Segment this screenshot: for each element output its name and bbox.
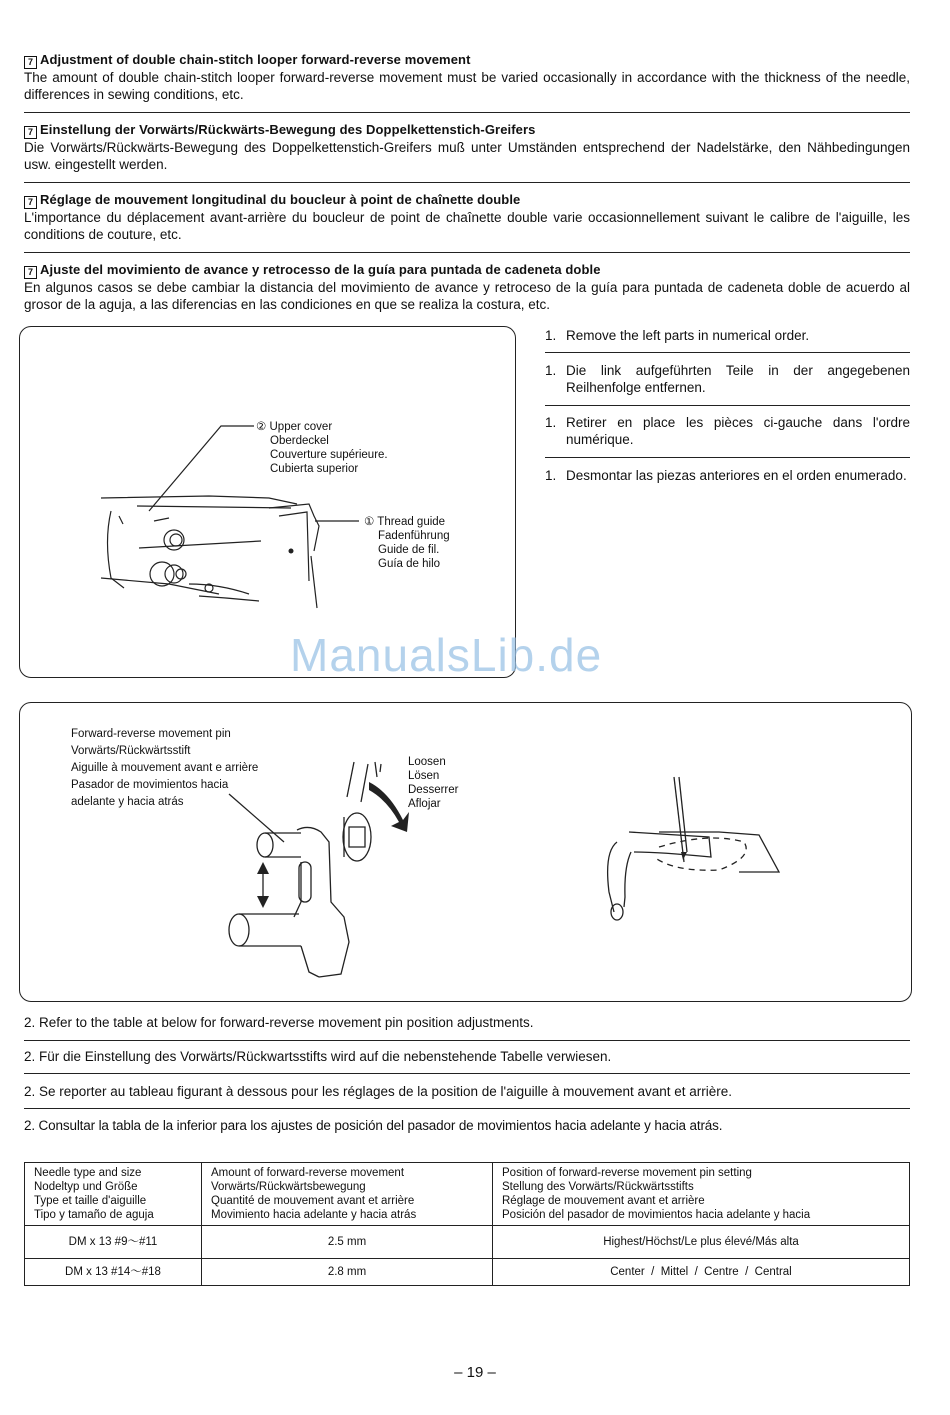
divider xyxy=(545,457,910,458)
section-en xyxy=(24,52,910,103)
divider xyxy=(24,1108,910,1109)
section-de xyxy=(24,122,910,173)
header-needle: Needle type and size Nodeltyp und Größe Type et taille d'aiguille Tipo y tamaño de aguja xyxy=(25,1163,202,1226)
table-row: DM x 13 #14～#18 2.8 mm Center / Mittel / Centre / Central xyxy=(25,1259,910,1286)
section-body: L'importance du déplacement avant-arrière du boucleur de point de chaînette double varie occasionnellement suivant le calibre de l'aiguille, les conditions de couture, etc. xyxy=(24,210,910,242)
step1-es: 1. Desmontar las piezas anteriores en el orden enumerado. xyxy=(545,468,907,483)
section-body: En algunos casos se debe cambiar la distancia del movimiento de avance y retroceso de la guía para puntada de cadeneta doble de acuerdo al grosor de la aguja, a las diferencias en las condiciones en que se realiza la costura, etc. xyxy=(24,280,910,312)
thread-guide-label: ① Thread guide Fadenführung Guide de fil. Guía de hilo xyxy=(364,516,450,570)
section-title: Adjustment of double chain-stitch looper forward-reverse movement xyxy=(40,52,471,67)
section-number-box: 7 xyxy=(24,266,37,279)
step1-de: 1. Die link aufgeführten Teile in der angegebenen Reilhenfolge entfernen. xyxy=(545,363,910,395)
section-body: Die Vorwärts/Rückwärts-Bewegung des Doppelkettenstich-Greifers muß unter Umständen entsprechend der Nadelstärke, den Nähbedingungen usw. eingestellt werden. xyxy=(24,140,910,172)
section-number-box: 7 xyxy=(24,196,37,209)
section-es xyxy=(24,262,910,313)
header-position: Position of forward-reverse movement pin setting Stellung des Vorwärts/Rückwärtsstifts Réglage de mouvement avant et arrière Posición del pasador de movimientos hacia adelante y hacia xyxy=(493,1163,910,1226)
section-title: Einstellung der Vorwärts/Rückwärts-Bewegung des Doppelkettenstich-Greifers xyxy=(40,122,536,137)
watermark: ManualsLib.de xyxy=(290,629,603,681)
divider xyxy=(24,1073,910,1074)
table-row: DM x 13 #9～#11 2.5 mm Highest/Höchst/Le plus élevé/Más alta xyxy=(25,1226,910,1259)
header-amount: Amount of forward-reverse movement Vorwärts/Rückwärtsbewegung Quantité de mouvement avant et arrière Movimiento hacia adelante y hacia atrás xyxy=(202,1163,493,1226)
loosen-label: Loosen Lösen Desserrer Aflojar xyxy=(408,756,459,810)
settings-table xyxy=(24,1162,910,1286)
divider xyxy=(24,182,910,183)
section-title: Réglage de mouvement longitudinal du boucleur à point de chaînette double xyxy=(40,192,521,207)
step2-en: 2. Refer to the table at below for forward-reverse movement pin position adjustments. xyxy=(24,1015,534,1030)
step2-de: 2. Für die Einstellung des Vorwärts/Rückwartsstifts wird auf die nebenstehende Tabelle verwiesen. xyxy=(24,1049,612,1064)
page-number: – 19 – xyxy=(454,1364,496,1381)
step1-en: 1. Remove the left parts in numerical order. xyxy=(545,328,810,343)
step2-fr: 2. Se reporter au tableau figurant à dessous pour les réglages de la position de l'aiguille à mouvement avant et arrière. xyxy=(24,1084,733,1099)
step1-fr: 1. Retirer en place les pièces ci-gauche dans l'ordre numérique. xyxy=(545,415,910,447)
section-title: Ajuste del movimiento de avance y retrocesso de la guía para puntada de cadeneta doble xyxy=(40,262,601,277)
divider xyxy=(545,352,910,353)
divider xyxy=(24,252,910,253)
section-body: The amount of double chain-stitch looper forward-reverse movement must be varied occasionally in accordance with the thickness of the needle, differences in sewing conditions, etc. xyxy=(24,70,910,102)
section-fr xyxy=(24,192,910,243)
pin-label: Forward-reverse movement pin Vorwärts/Rückwärtsstift Aiguille à mouvement avant e arrière Pasador de movimientos hacia adelante y hacia atrás xyxy=(71,728,259,808)
divider xyxy=(545,405,910,406)
section-number-box: 7 xyxy=(24,126,37,139)
section-number-box: 7 xyxy=(24,56,37,69)
machine-illustration xyxy=(19,326,516,678)
pin-illustration xyxy=(19,702,912,1002)
divider xyxy=(24,1040,910,1041)
divider xyxy=(24,112,910,113)
table-header-row xyxy=(25,1163,910,1226)
step2-es: 2. Consultar la tabla de la inferior para los ajustes de posición del pasador de movimientos hacia adelante y hacia atrás. xyxy=(24,1118,723,1133)
upper-cover-label: ② Upper cover Oberdeckel Couverture supérieure. Cubierta superior xyxy=(256,421,388,475)
